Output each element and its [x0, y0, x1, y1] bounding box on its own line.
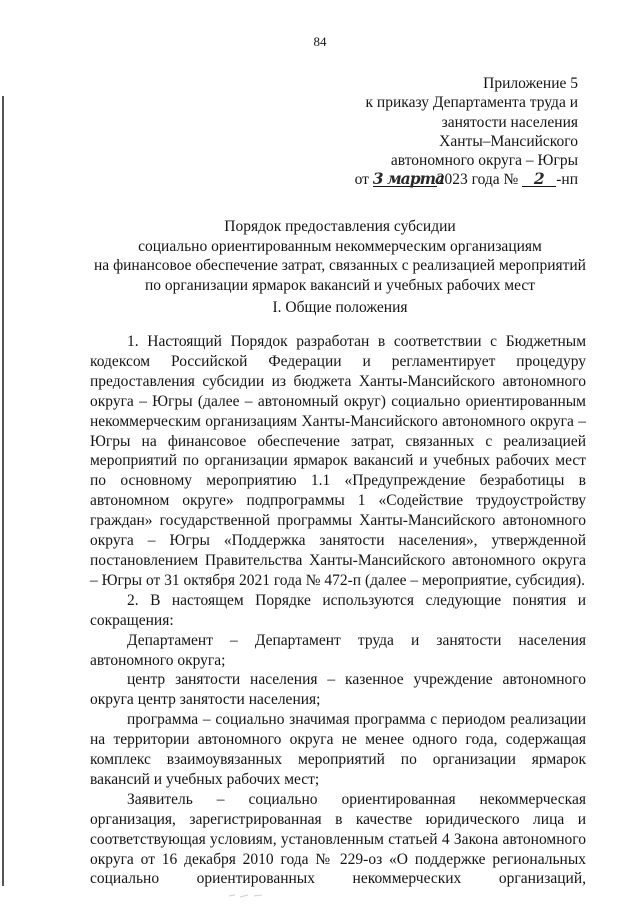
- handwritten-date: 3 марта: [372, 169, 445, 189]
- date-prefix: от: [354, 171, 369, 189]
- paragraph: 1. Настоящий Порядок разработан в соответствии с Бюджетным кодексом Российской Федерации и регламентирует процедуру предоставления субсидии из бюджета Ханты-Мансийского автономного округа – Югры (далее – автономный округ) социально ориентированным некоммерческим организациям Ханты-Мансийского автономного округа – Югры на финансовое обеспечение затрат, связанных с реализацией мероприятий по организации ярмарок вакансий и учебных рабочих мест по основному мероприятию 1.1 «Предупреждение безработицы в автономном округе» подпрограммы 1 «Содействие трудоустройству граждан» государственной программы Ханты-Мансийского автономного округа – Югры «Поддержка занятости населения», утвержденной постановлением Правительства Ханты-Мансийского автономного округа – Югры от 31 октября 2021 года № 472-п (далее – мероприятие, субсидия).: [90, 333, 586, 589]
- handwritten-number: 2: [522, 171, 556, 187]
- paragraph: Заявитель – социально ориентированная некоммерческая организация, зарегистрированная в качестве юридического лица и соответствующая условиям, установленным статьей 4 Закона автономного округа от 16 декабря 2010 года № 229-оз «О поддержке региональных социально ориентированных некоммерческих организаций,: [90, 790, 586, 888]
- annex-line: к приказу Департамента труда и: [365, 94, 578, 112]
- annex-line: занятости населения: [441, 113, 578, 131]
- annex-line: Ханты–Мансийского: [439, 132, 578, 150]
- number-suffix: -нп: [556, 171, 578, 189]
- scan-smudge: [228, 893, 264, 899]
- year-text: 2023 года №: [436, 171, 519, 189]
- annex-block: [355, 74, 578, 190]
- document-body: [90, 332, 586, 889]
- title-line: по организации ярмарок вакансий и учебных рабочих мест: [144, 276, 536, 294]
- annex-line: автономного округа – Югры: [390, 152, 578, 170]
- title-line: на финансовое обеспечение затрат, связанных с реализацией мероприятий: [94, 257, 586, 274]
- scan-smudge: [368, 872, 418, 880]
- title-line: Порядок предоставления субсидии: [224, 218, 456, 235]
- page-number: 84: [313, 34, 327, 49]
- annex-date-line: [355, 170, 578, 189]
- paragraph: центр занятости населения – казенное учреждение автономного округа центр занятости населения;: [90, 671, 586, 709]
- paragraph: 2. В настоящем Порядке используются следующие понятия и сокращения:: [90, 591, 586, 629]
- left-margin-rule: [2, 96, 4, 886]
- paragraph: Департамент – Департамент труда и занятости населения автономного округа;: [90, 631, 586, 669]
- paragraph: программа – социально значимая программа с периодом реализации на территории автономного округа не менее одного года, содержащая комплекс взаимоувязанных мероприятий по организации ярмарок вакансий и учебных рабочих мест;: [90, 711, 586, 788]
- document-title: [60, 217, 620, 295]
- annex-line: Приложение 5: [483, 75, 578, 92]
- title-line: социально ориентированным некоммерческим организациям: [138, 237, 542, 255]
- section-heading: I. Общие положения: [272, 299, 408, 316]
